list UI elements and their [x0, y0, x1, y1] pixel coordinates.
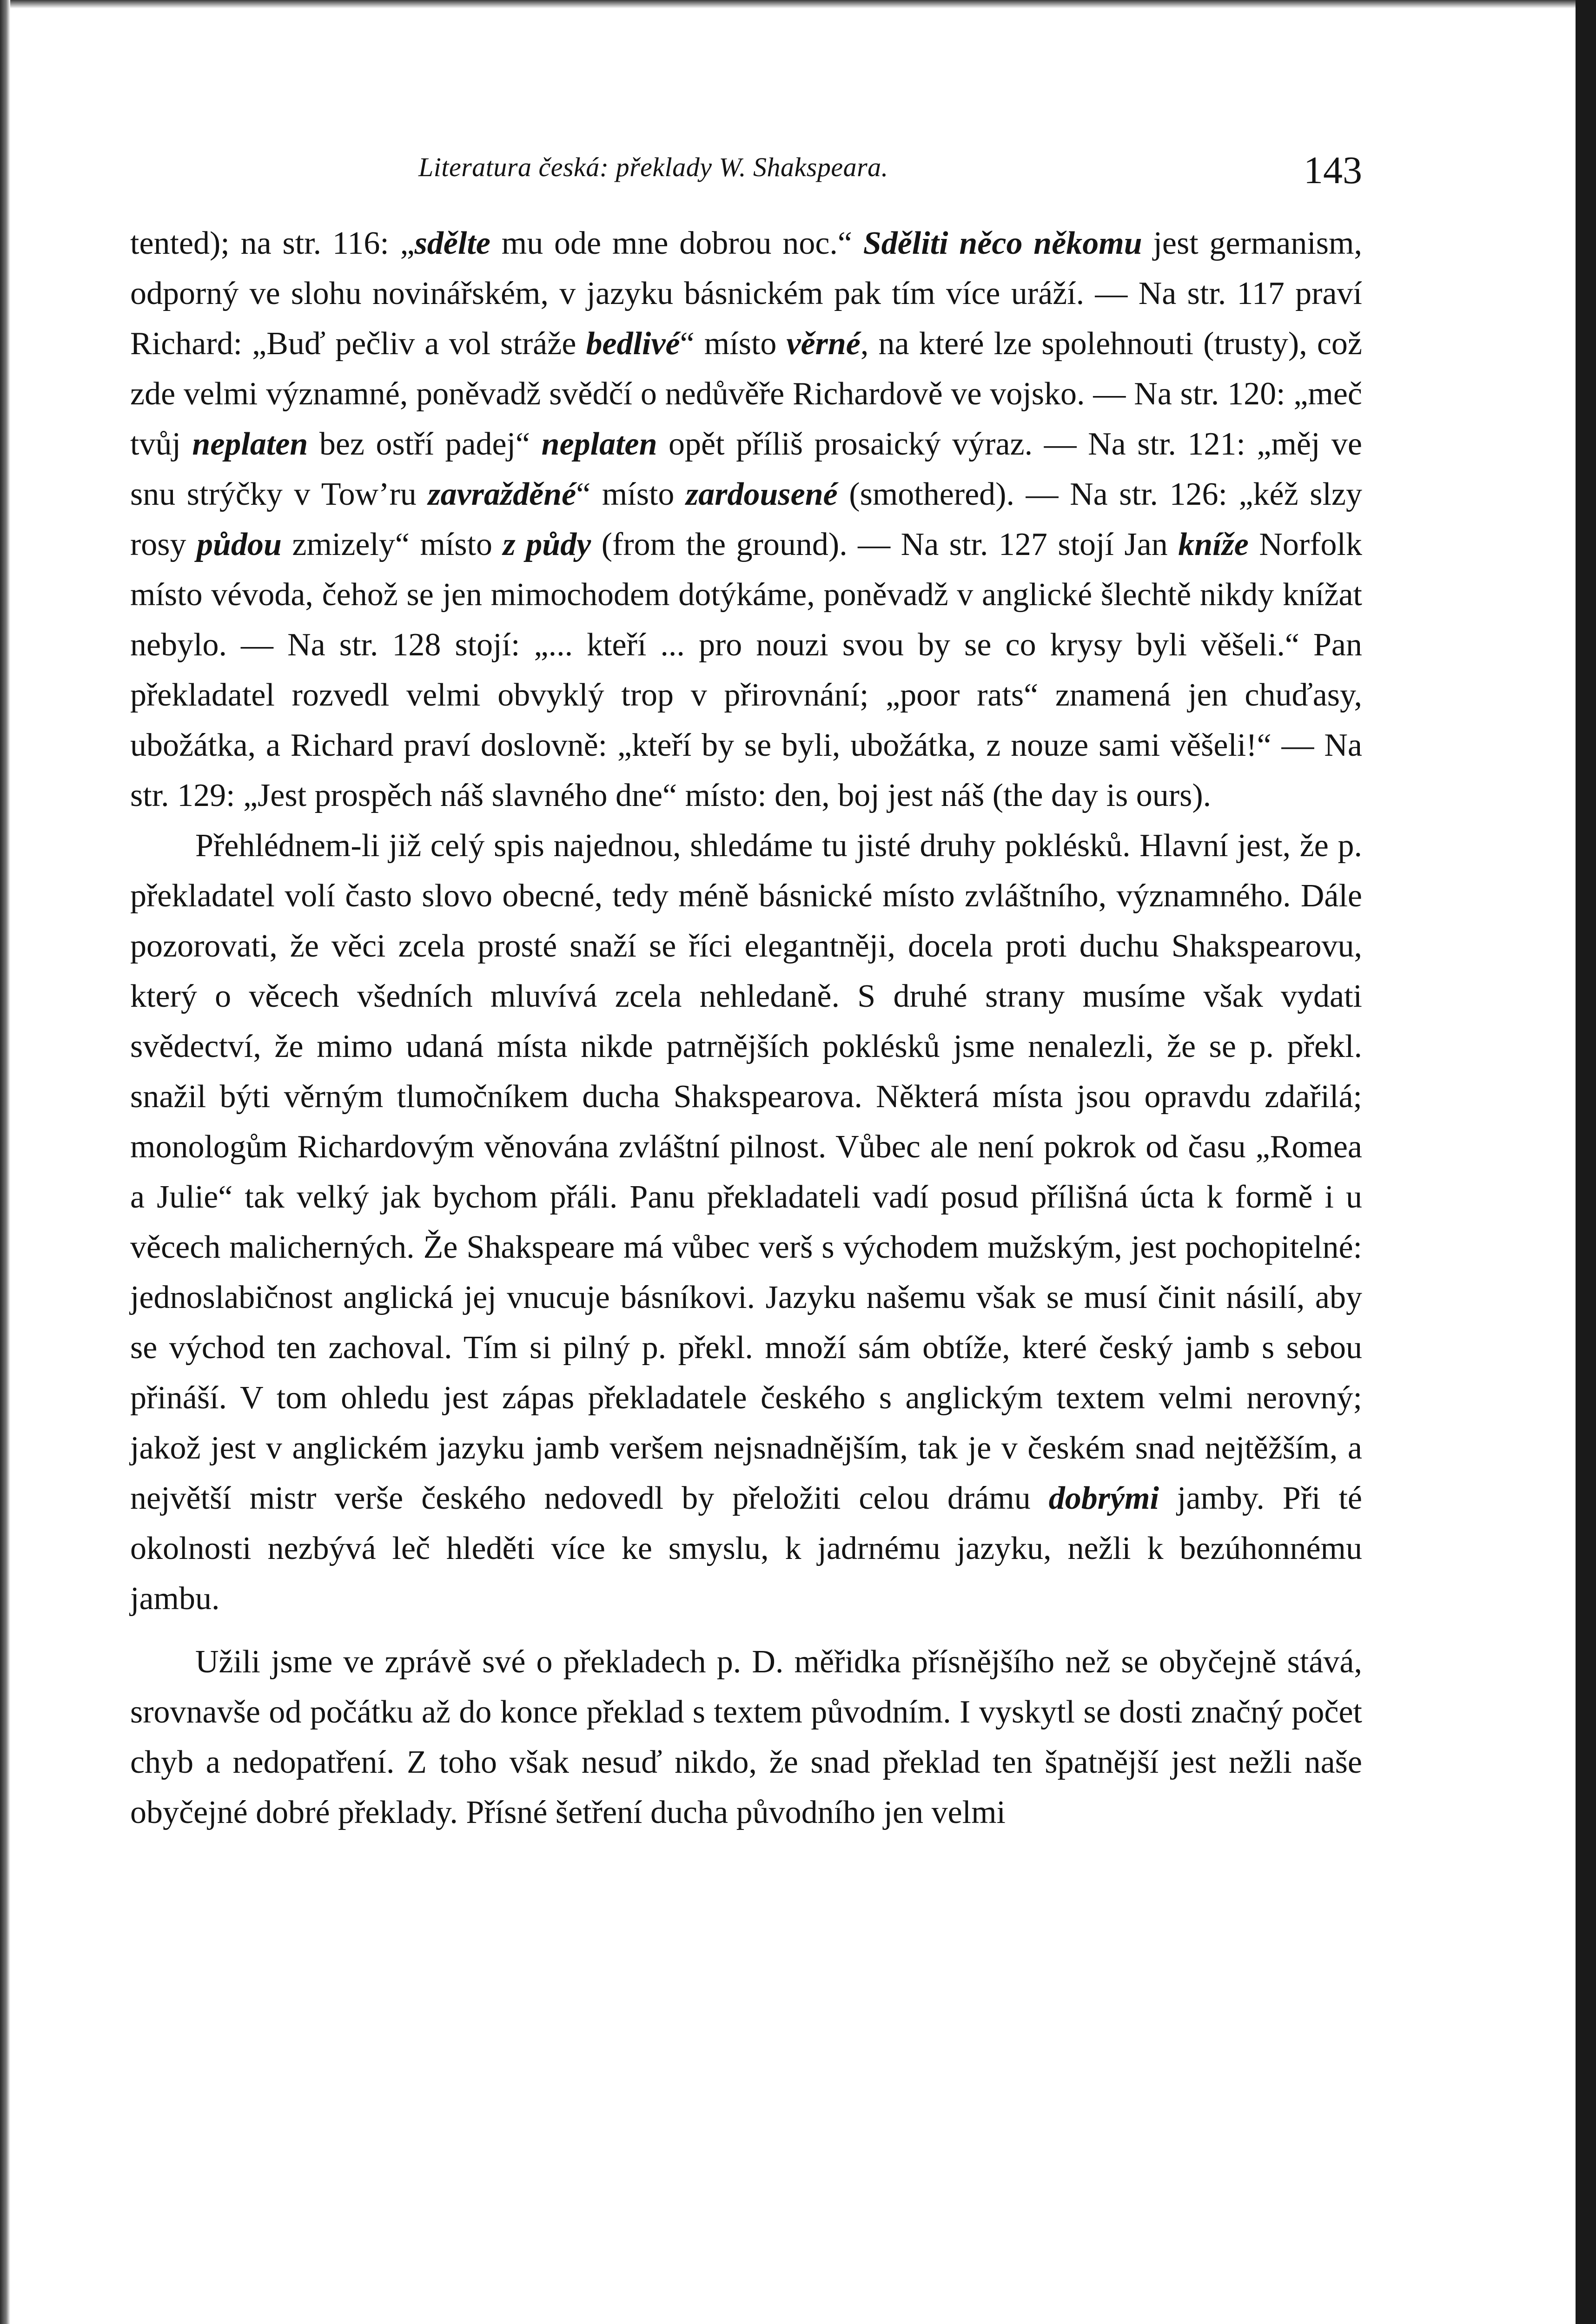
emphasized-term: zavražděné	[428, 476, 576, 512]
emphasized-term: neplaten	[192, 426, 308, 462]
emphasized-term: z půdy	[503, 527, 591, 562]
emphasized-term: věrné	[786, 326, 861, 362]
scan-edge-left	[0, 0, 10, 2324]
page-number: 143	[1304, 149, 1362, 192]
emphasized-term: sdělte	[414, 225, 490, 261]
scan-edge-right	[1576, 0, 1596, 2324]
running-head	[130, 148, 1362, 204]
paragraph-1: tented); na str. 116: „sdělte mu ode mne dobrou noc.“ Sděliti něco někomu jest germanism, odporný ve slohu novinářském, v jazyku básnickém pak tím více uráží. — Na str. 117 praví Richard: „Buď pečliv a vol stráže bedlivé“ místo věrné, na které lze spolehnouti (trusty), což zde velmi významné, poněvadž svědčí o nedůvěře Richardově ve vojsko. — Na str. 120: „meč tvůj neplaten bez ostří padej“ neplaten opět příliš prosaický výraz. — Na str. 121: „měj ve snu strýčky v Tow’ru zavražděné“ místo zardousené (smothered). — Na str. 126: „kéž slzy rosy půdou zmizely“ místo z půdy (from the ground). — Na str. 127 stojí Jan kníže Norfolk místo vévoda, čehož se jen mimochodem dotýkáme, poněvadž v anglické šlechtě nikdy knížat nebylo. — Na str. 128 stojí: „... kteří ... pro nouzi svou by se co krysy byli věšeli.“ Pan překladatel rozvedl velmi obvyklý trop v přirovnání; „poor rats“ znamená jen chuďasy, ubožátka, a Richard praví doslovně: „kteří by se byli, ubožátka, z nouze sami věšeli!“ — Na str. 129: „Jest prospěch náš slavného dne“ místo: den, boj jest náš (the day is ours).	[130, 225, 1363, 813]
emphasized-term: bedlivé	[586, 326, 680, 362]
emphasized-term: kníže	[1178, 527, 1249, 562]
paragraph-2: Přehlédnem-li již celý spis najednou, shledáme tu jisté druhy poklésků. Hlavní jest, že p. překladatel volí často slovo obecné, tedy méně básnické místo zvláštního, významného. Dále pozorovati, že věci zcela prosté snaží se říci elegantněji, docela proti duchu Shakspearovu, který o věcech všedních mluvívá zcela nehledaně. S druhé strany musíme však vydati svědectví, že mimo udaná místa nikde patrnějších poklésků jsme nenalezli, že se p. překl. snažil býti věrným tlumočníkem ducha Shakspearova. Některá místa jsou opravdu zdařilá; monologům Richardovým věnována zvláštní pilnost. Vůbec ale není pokrok od času „Romea a Julie“ tak velký jak bychom přáli. Panu překladateli vadí posud přílišná úcta k formě i u věcech malicherných. Že Shakspeare má vůbec verš s východem mužským, jest pochopitelné: jednoslabičnost anglická jej vnucuje básníkovi. Jazyku našemu však se musí činit násilí, aby se východ ten zachoval. Tím si pilný p. překl. množí sám obtíže, které český jamb s sebou přináší. V tom ohledu jest zápas překladatele českého s anglickým textem velmi nerovný; jakož jest v anglickém jazyku jamb veršem nejsnadnějším, tak je v českém snad nejtěžším, a největší mistr verše českého nedovedl by přeložiti celou drámu dobrými jamby. Při té okolnosti nezbývá leč hleděti více ke smyslu, k jadrnému jazyku, nežli k bezúhonnému jambu.	[130, 828, 1362, 1617]
emphasized-term: Sděliti něco někomu	[863, 225, 1142, 261]
emphasized-term: dobrými	[1048, 1480, 1159, 1516]
emphasized-term: půdou	[197, 527, 282, 562]
paragraph-3: Užili jsme ve zprávě své o překladech p. D. měřidka přísnějšího než se obyčejně stává, srovnavše od počátku až do konce překlad s textem původním. I vyskytl se dosti značný počet chyb a nedopatření. Z toho však nesuď nikdo, že snad překlad ten špatnější jest nežli naše obyčejné dobré překlady. Přísné šetření ducha původního jen velmi	[130, 1644, 1362, 1830]
emphasized-term: zardousené	[685, 476, 838, 512]
scan-edge-top	[0, 0, 1596, 8]
emphasized-term: neplaten	[541, 426, 657, 462]
running-title: Literatura česká: překlady W. Shakspeara.	[418, 152, 888, 182]
body-text	[130, 218, 1362, 1838]
